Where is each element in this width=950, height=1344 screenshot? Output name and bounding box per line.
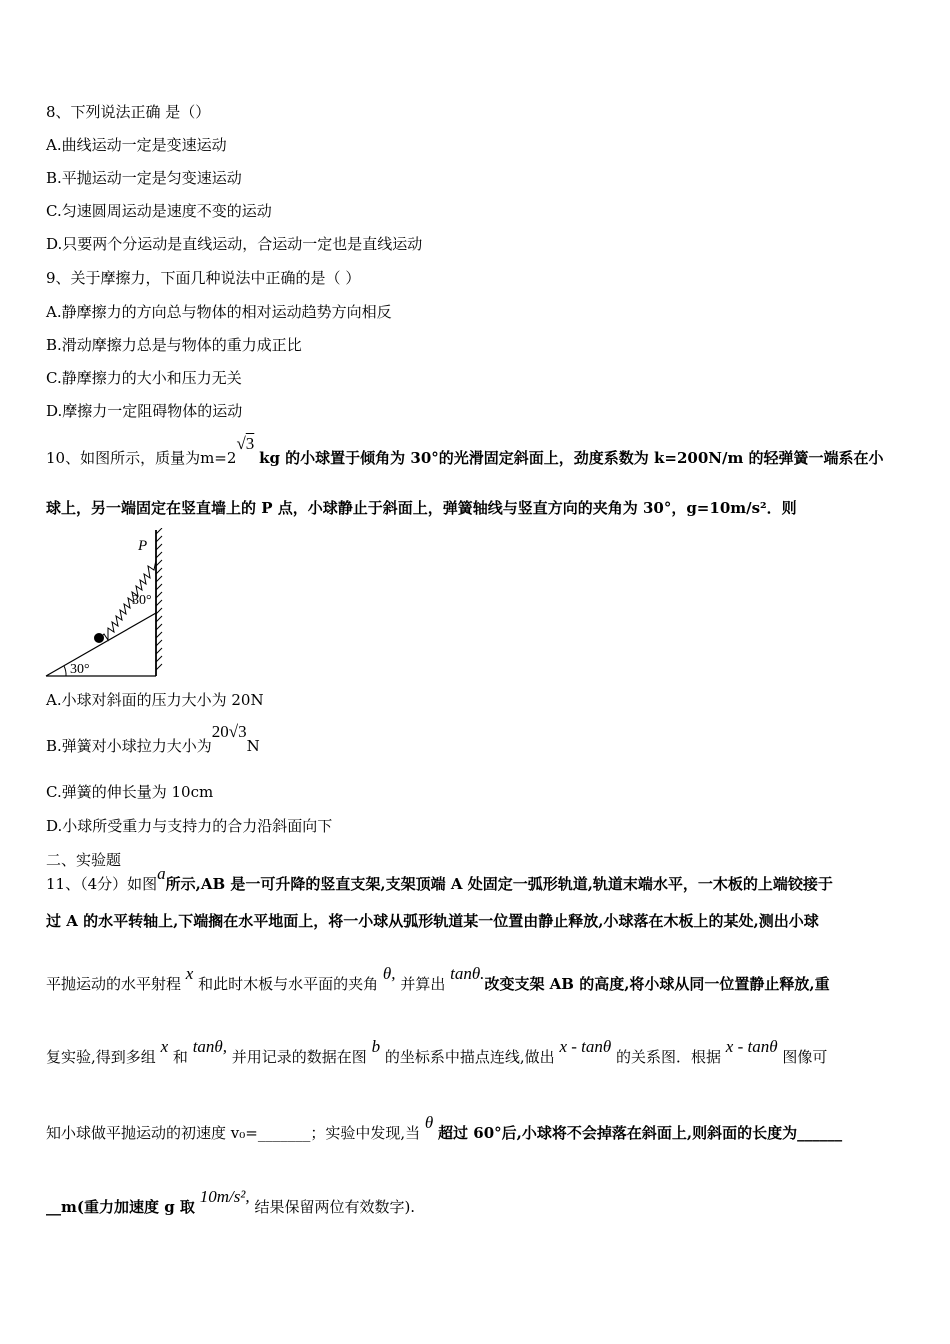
q11-l3-b: 和此时木板与水平面的夹角 (198, 975, 379, 993)
q9-option-b: B.滑动摩擦力总是与物体的重力成正比 (46, 336, 302, 354)
q11-l3-a: 平抛运动的水平射程 (46, 975, 182, 993)
q11-l3-d: 改变支架 AB 的高度,将小球从同一位置静止释放,重 (484, 975, 830, 993)
q9-option-a: A.静摩擦力的方向总与物体的相对运动趋势方向相反 (46, 303, 392, 321)
q11-line6 (46, 1187, 416, 1217)
q8-option-b: B.平抛运动一定是匀变速运动 (46, 169, 242, 187)
q11-l1-a: 11、（4分）如图 (46, 875, 158, 893)
q11-l3-c: 并算出 (400, 975, 446, 993)
q11-l5-m1: θ (424, 1113, 434, 1132)
q10-option-b-math: 20√3 (211, 722, 247, 741)
q10-stem-a: 10、如图所示，质量为m=2 (46, 449, 237, 467)
q11-line1 (46, 864, 833, 894)
q11-l5-b: 超过 60°后,小球将不会掉落在斜面上,则斜面的长度为______ (438, 1124, 843, 1142)
q10-option-c: C.弹簧的伸长量为 10cm (46, 783, 214, 801)
q11-l4-f: 图像可 (782, 1048, 828, 1066)
q8-option-c: C.匀速圆周运动是速度不变的运动 (46, 202, 272, 220)
sqrt-symbol: √ (236, 434, 246, 453)
q10-stem-b: kg 的小球置于倾角为 30°的光滑固定斜面上，劲度系数为 k=200N/m 的轻弹簧一端系在小 (259, 449, 884, 467)
q11-l4-m5: x - tanθ (725, 1037, 778, 1056)
q9-option-c: C.静摩擦力的大小和压力无关 (46, 369, 242, 387)
q10-option-a: A.小球对斜面的压力大小为 20N (46, 691, 264, 709)
q11-line4 (46, 1037, 828, 1067)
q10-option-b-unit: N (246, 737, 260, 755)
q9-option-d: D.摩擦力一定阻碍物体的运动 (46, 402, 243, 420)
q11-l4-d: 的坐标系中描点连线,做出 (384, 1048, 555, 1066)
q10-stem-line2: 球上，另一端固定在竖直墙上的 P 点，小球静止于斜面上，弹簧轴线与竖直方向的夹角为 30°，g=10m/s²．则 (46, 499, 797, 517)
q11-l4-e: 的关系图．根据 (616, 1048, 722, 1066)
ball (94, 633, 104, 643)
incline (46, 613, 156, 676)
q11-l6-m1: 10m/s², (199, 1187, 250, 1206)
q11-line2: 过 A 的水平转轴上,下端搁在水平地面上，将一小球从弧形轨道某一位置由静止释放,小球落在木板上的某处,测出小球 (46, 912, 819, 930)
q10-option-d: D.小球所受重力与支持力的合力沿斜面向下 (46, 817, 333, 835)
q11-l1-b: 所示,AB 是一可升降的竖直支架,支架顶端 A 处固定一弧形轨道,轨道末端水平，一木板的上端铰接于 (165, 875, 833, 893)
q11-l3-m2: θ, (382, 964, 396, 983)
q11-line3 (46, 964, 830, 994)
q11-l6-a: __m(重力加速度 g 取 (46, 1198, 195, 1216)
q11-line5 (46, 1113, 843, 1143)
q8-option-a: A.曲线运动一定是变速运动 (46, 136, 227, 154)
q10-option-b-text: B.弹簧对小球拉力大小为 (46, 737, 212, 755)
q11-l6-b: 结果保留两位有效数字). (254, 1198, 416, 1216)
label-bottom-angle: 30° (70, 662, 90, 677)
q10-stem-line1 (46, 434, 884, 468)
q11-l3-m1: x (185, 964, 194, 983)
q8-option-d: D.只要两个分运动是直线运动，合运动一定也是直线运动 (46, 235, 423, 253)
q8-stem: 8、下列说法正确 是（） (46, 103, 211, 121)
q11-l3-m3: tanθ. (450, 964, 485, 983)
q11-l4-m4: x - tanθ (559, 1037, 612, 1056)
q11-l1-math: a (157, 864, 166, 883)
q11-l4-a: 复实验,得到多组 (46, 1048, 156, 1066)
incline-spring-figure (40, 528, 170, 680)
q11-l4-m1: x (160, 1037, 169, 1056)
q11-l4-m3: b (371, 1037, 381, 1056)
q10-option-b (46, 722, 260, 756)
q11-l4-m2: tanθ, (192, 1037, 228, 1056)
label-p: P (138, 538, 148, 554)
q10-sqrt3: 3 (245, 434, 255, 453)
section-heading: 二、实验题 (46, 851, 122, 869)
q11-l5-a: 知小球做平抛运动的初速度 v₀=_______；实验中发现,当 (46, 1124, 421, 1142)
q11-l4-c: 并用记录的数据在图 (231, 1048, 367, 1066)
q9-stem: 9、关于摩擦力，下面几种说法中正确的是（ ） (46, 269, 361, 287)
q11-l4-b: 和 (172, 1048, 188, 1066)
label-top-angle: 30° (132, 593, 152, 608)
wall (156, 528, 162, 676)
